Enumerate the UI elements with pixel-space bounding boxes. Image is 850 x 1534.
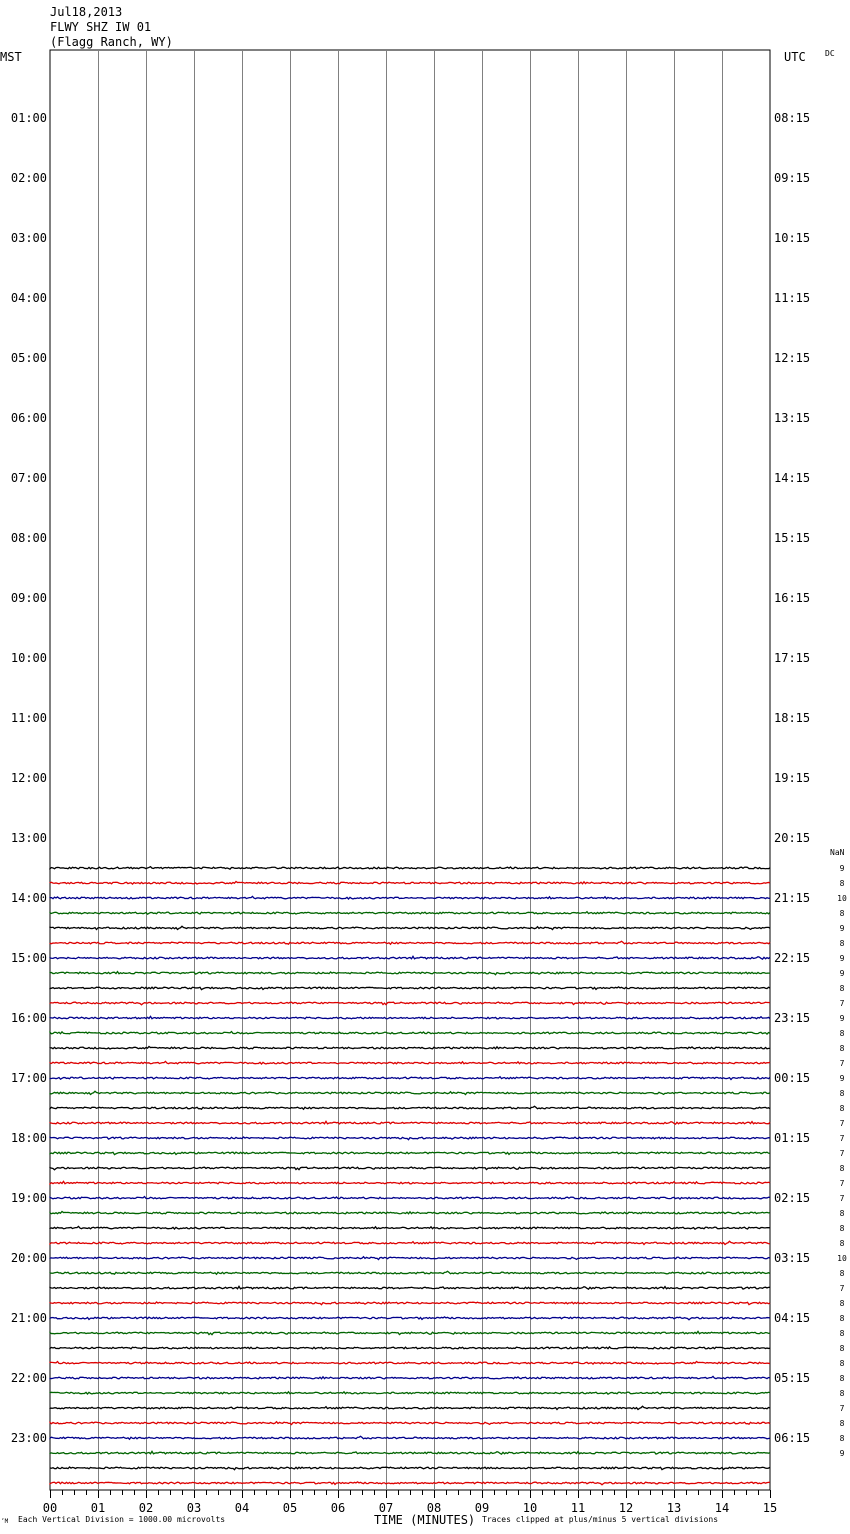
trace-scale-label: 7	[839, 1284, 845, 1293]
right-timezone-label: UTC	[784, 50, 806, 64]
corner-mark: ‘M	[1, 1518, 9, 1525]
trace-scale-label: 7	[839, 1119, 845, 1128]
mst-hour-label: 03:00	[10, 231, 47, 245]
x-tick-label: 06	[330, 1501, 346, 1515]
seismic-trace	[50, 1016, 770, 1018]
utc-hour-label: 14:15	[774, 471, 811, 485]
trace-scale-label: 7	[839, 999, 845, 1008]
seismic-trace	[50, 987, 770, 990]
mst-hour-label: 05:00	[10, 351, 47, 365]
trace-scale-label: 9	[839, 1449, 845, 1458]
utc-hour-label: 08:15	[774, 111, 811, 125]
utc-hour-label: 15:15	[774, 531, 811, 545]
x-tick-label: 09	[474, 1501, 490, 1515]
trace-scale-label: 8	[839, 1029, 845, 1038]
mst-hour-label: 14:00	[10, 891, 47, 905]
utc-hour-label: 02:15	[774, 1191, 811, 1205]
utc-hour-label: 12:15	[774, 351, 811, 365]
utc-hour-label: 10:15	[774, 231, 811, 245]
seismic-trace	[50, 1271, 770, 1274]
mst-hour-label: 11:00	[10, 711, 47, 725]
x-tick-label: 07	[378, 1501, 394, 1515]
trace-scale-label: 8	[839, 984, 845, 993]
mst-hour-label: 08:00	[10, 531, 47, 545]
seismic-trace	[50, 1226, 770, 1229]
mst-hour-label: 20:00	[10, 1251, 47, 1265]
trace-scale-label: 8	[839, 1104, 845, 1113]
trace-scale-label: 9	[839, 924, 845, 933]
utc-hour-label: 09:15	[774, 171, 811, 185]
mst-hour-label: 18:00	[10, 1131, 47, 1145]
label-layer	[11, 111, 847, 1515]
x-tick-label: 02	[138, 1501, 154, 1515]
utc-hour-label: 17:15	[774, 651, 811, 665]
seismic-trace	[50, 1376, 770, 1378]
seismic-trace	[50, 1091, 770, 1094]
utc-hour-label: 04:15	[774, 1311, 811, 1325]
trace-scale-label: 7	[839, 1179, 845, 1188]
trace-scale-label: 8	[839, 1299, 845, 1308]
seismic-trace	[50, 956, 770, 959]
station-code: FLWY SHZ IW 01	[50, 20, 152, 34]
mst-hour-label: 04:00	[10, 291, 47, 305]
seismic-trace	[50, 1046, 770, 1049]
mst-hour-label: 10:00	[10, 651, 47, 665]
clip-note: Traces clipped at plus/minus 5 vertical divisions	[482, 1515, 719, 1524]
trace-scale-label: 8	[839, 1269, 845, 1278]
x-tick-label: 05	[282, 1501, 298, 1515]
nan-label: NaN	[830, 848, 845, 857]
trace-scale-label: 9	[839, 1014, 845, 1023]
trace-scale-label: 7	[839, 1149, 845, 1158]
utc-hour-label: 19:15	[774, 771, 811, 785]
trace-layer	[50, 867, 770, 1485]
seismic-trace	[50, 1121, 770, 1124]
seismic-trace	[50, 912, 770, 915]
mst-hour-label: 21:00	[10, 1311, 47, 1325]
seismic-trace	[50, 1077, 770, 1080]
utc-hour-label: 18:15	[774, 711, 811, 725]
utc-hour-label: 20:15	[774, 831, 811, 845]
utc-hour-label: 03:15	[774, 1251, 811, 1265]
seismic-trace	[50, 1002, 770, 1005]
seismic-trace	[50, 1467, 770, 1470]
seismic-trace	[50, 1422, 770, 1425]
seismic-trace	[50, 1137, 770, 1140]
seismic-trace	[50, 1061, 770, 1064]
seismic-trace	[50, 1302, 770, 1305]
x-tick-label: 03	[186, 1501, 202, 1515]
seismic-trace	[50, 972, 770, 975]
seismic-trace	[50, 1331, 770, 1334]
x-tick-label: 00	[42, 1501, 58, 1515]
utc-hour-label: 01:15	[774, 1131, 811, 1145]
trace-scale-label: 8	[839, 1239, 845, 1248]
seismic-trace	[50, 1257, 770, 1260]
mst-hour-label: 15:00	[10, 951, 47, 965]
x-tick-label: 04	[234, 1501, 250, 1515]
seismic-trace	[50, 1181, 770, 1183]
plot-date: Jul18,2013	[50, 5, 123, 19]
seismic-trace	[50, 1286, 770, 1289]
utc-hour-label: 13:15	[774, 411, 811, 425]
trace-scale-label: 7	[839, 1134, 845, 1143]
mst-hour-label: 13:00	[10, 831, 47, 845]
trace-scale-label: 8	[839, 1044, 845, 1053]
seismic-trace	[50, 941, 770, 944]
seismic-trace	[50, 867, 770, 870]
utc-hour-label: 00:15	[774, 1071, 811, 1085]
scale-note: Each Vertical Division = 1000.00 microvolts	[18, 1515, 226, 1524]
trace-scale-label: 10	[837, 1254, 847, 1263]
mst-hour-label: 23:00	[10, 1431, 47, 1445]
seismic-trace	[50, 1482, 770, 1485]
dc-label: DC	[825, 49, 835, 58]
seismic-trace	[50, 1436, 770, 1439]
seismic-trace	[50, 1347, 770, 1349]
grid-layer	[50, 50, 770, 1490]
x-tick-label: 13	[666, 1501, 682, 1515]
trace-scale-label: 7	[839, 1404, 845, 1413]
seismic-trace	[50, 1197, 770, 1200]
trace-scale-label: 10	[837, 894, 847, 903]
seismic-trace	[50, 1167, 770, 1170]
trace-scale-label: 8	[839, 1209, 845, 1218]
trace-scale-label: 9	[839, 954, 845, 963]
trace-scale-label: 8	[839, 1089, 845, 1098]
utc-hour-label: 05:15	[774, 1371, 811, 1385]
utc-hour-label: 23:15	[774, 1011, 811, 1025]
seismic-trace	[50, 881, 770, 884]
trace-scale-label: 8	[839, 1344, 845, 1353]
seismic-trace	[50, 1211, 770, 1213]
x-tick-label: 01	[90, 1501, 106, 1515]
utc-hour-label: 21:15	[774, 891, 811, 905]
seismic-trace	[50, 1106, 770, 1109]
trace-scale-label: 7	[839, 1059, 845, 1068]
mst-hour-label: 19:00	[10, 1191, 47, 1205]
mst-hour-label: 07:00	[10, 471, 47, 485]
trace-scale-label: 8	[839, 1434, 845, 1443]
x-tick-label: 15	[762, 1501, 778, 1515]
trace-scale-label: 8	[839, 1359, 845, 1368]
seismic-trace	[50, 1406, 770, 1409]
utc-hour-label: 06:15	[774, 1431, 811, 1445]
mst-hour-label: 06:00	[10, 411, 47, 425]
x-axis-title: TIME (MINUTES)	[374, 1513, 476, 1527]
mst-hour-label: 01:00	[10, 111, 47, 125]
mst-hour-label: 17:00	[10, 1071, 47, 1085]
left-timezone-label: MST	[0, 50, 22, 64]
trace-scale-label: 8	[839, 1224, 845, 1233]
utc-hour-label: 16:15	[774, 591, 811, 605]
trace-scale-label: 8	[839, 1389, 845, 1398]
utc-hour-label: 11:15	[774, 291, 811, 305]
seismic-trace	[50, 1241, 770, 1244]
trace-scale-label: 8	[839, 1419, 845, 1428]
x-tick-label: 10	[522, 1501, 538, 1515]
mst-hour-label: 22:00	[10, 1371, 47, 1385]
trace-scale-label: 9	[839, 864, 845, 873]
trace-scale-label: 8	[839, 879, 845, 888]
axis-layer	[51, 1490, 771, 1498]
trace-scale-label: 7	[839, 1194, 845, 1203]
seismic-trace	[50, 896, 770, 899]
seismic-trace	[50, 926, 770, 929]
station-location: (Flagg Ranch, WY)	[50, 35, 173, 49]
trace-scale-label: 8	[839, 1329, 845, 1338]
seismic-trace	[50, 1152, 770, 1155]
trace-scale-label: 9	[839, 1074, 845, 1083]
trace-scale-label: 8	[839, 909, 845, 918]
x-tick-label: 14	[714, 1501, 730, 1515]
seismic-trace	[50, 1392, 770, 1394]
mst-hour-label: 09:00	[10, 591, 47, 605]
x-tick-label: 08	[426, 1501, 442, 1515]
seismic-trace	[50, 1032, 770, 1035]
plot-frame	[50, 50, 770, 1490]
trace-scale-label: 8	[839, 1374, 845, 1383]
x-tick-label: 12	[618, 1501, 634, 1515]
trace-scale-label: 8	[839, 939, 845, 948]
utc-hour-label: 22:15	[774, 951, 811, 965]
x-tick-label: 11	[570, 1501, 586, 1515]
mst-hour-label: 12:00	[10, 771, 47, 785]
mst-hour-label: 02:00	[10, 171, 47, 185]
seismic-trace	[50, 1361, 770, 1364]
seismic-trace	[50, 1317, 770, 1320]
trace-scale-label: 9	[839, 969, 845, 978]
trace-scale-label: 8	[839, 1314, 845, 1323]
seismic-trace	[50, 1451, 770, 1454]
mst-hour-label: 16:00	[10, 1011, 47, 1025]
trace-scale-label: 8	[839, 1164, 845, 1173]
